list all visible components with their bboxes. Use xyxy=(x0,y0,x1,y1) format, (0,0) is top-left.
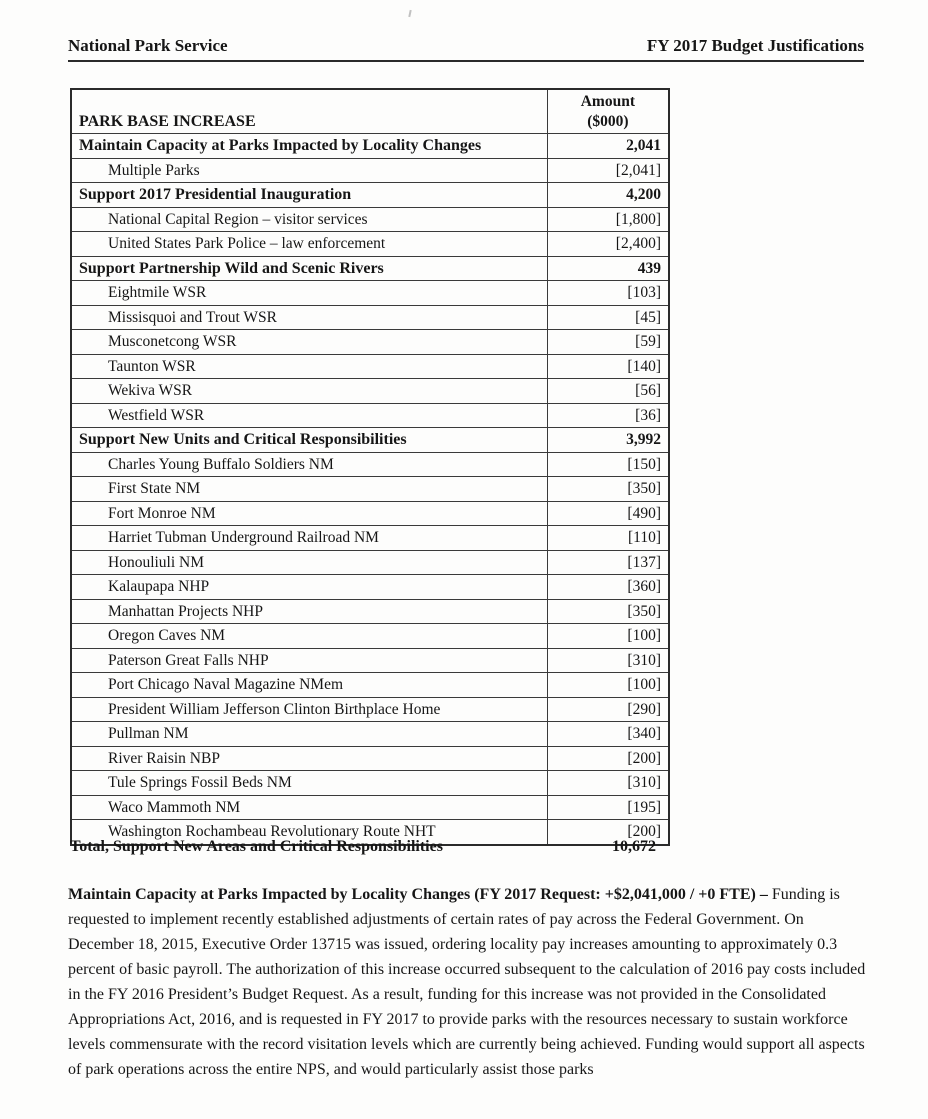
row-amount: [59] xyxy=(547,330,669,355)
row-label: Wekiva WSR xyxy=(71,379,547,404)
table-row xyxy=(71,354,669,379)
row-label: Charles Young Buffalo Soldiers NM xyxy=(71,452,547,477)
table-row xyxy=(71,379,669,404)
table-row xyxy=(71,134,669,159)
column-header-label: PARK BASE INCREASE xyxy=(71,89,547,134)
row-label: Washington Rochambeau Revolutionary Route NHT xyxy=(71,820,547,845)
row-label: Oregon Caves NM xyxy=(71,624,547,649)
row-amount: [195] xyxy=(547,795,669,820)
row-amount: 3,992 xyxy=(547,428,669,453)
table-row xyxy=(71,501,669,526)
narrative-paragraph xyxy=(68,882,866,1082)
budget-table-body xyxy=(71,134,669,845)
narrative-body-text: Funding is requested to implement recently established adjustments of certain rates of pay across the Federal Government. On December 18, 2015, Executive Order 13715 was issued, ordering locality pay increases amounting to approximately 0.3 percent of basic payroll. The authorization of this increase occurred subsequent to the calculation of 2016 pay costs included in the FY 2016 President’s Budget Request. As a result, funding for this increase was not provided in the Consolidated Appropriations Act, 2016, and is requested in FY 2017 to provide parks with the resources necessary to sustain workforce levels commensurate with the record visitation levels which are currently being achieved. Funding would support all aspects of park operations across the entire NPS, and would particularly assist those parks xyxy=(68,886,866,1078)
row-label: Tule Springs Fossil Beds NM xyxy=(71,771,547,796)
row-amount: [350] xyxy=(547,599,669,624)
row-label: Pullman NM xyxy=(71,722,547,747)
table-row xyxy=(71,526,669,551)
row-label: Manhattan Projects NHP xyxy=(71,599,547,624)
table-row xyxy=(71,281,669,306)
total-label: Total, Support New Areas and Critical Responsibilities xyxy=(70,838,443,855)
table-row xyxy=(71,771,669,796)
row-amount: [100] xyxy=(547,624,669,649)
row-amount: [100] xyxy=(547,673,669,698)
table-total-row xyxy=(70,838,670,856)
row-amount: 439 xyxy=(547,256,669,281)
header-document-title: FY 2017 Budget Justifications xyxy=(646,36,864,55)
row-amount: [137] xyxy=(547,550,669,575)
row-amount: [56] xyxy=(547,379,669,404)
column-header-amount xyxy=(547,89,669,134)
row-amount: [2,400] xyxy=(547,232,669,257)
row-label: First State NM xyxy=(71,477,547,502)
narrative-bold-lead: Maintain Capacity at Parks Impacted by Locality Changes (FY 2017 Request: +$2,041,000 / +0 FTE) – xyxy=(68,886,772,903)
table-row xyxy=(71,795,669,820)
row-label: President William Jefferson Clinton Birthplace Home xyxy=(71,697,547,722)
budget-table-container xyxy=(70,88,670,846)
row-label: Fort Monroe NM xyxy=(71,501,547,526)
row-label: United States Park Police – law enforcement xyxy=(71,232,547,257)
table-row xyxy=(71,158,669,183)
table-row xyxy=(71,428,669,453)
table-row xyxy=(71,624,669,649)
table-row xyxy=(71,452,669,477)
row-label: Eightmile WSR xyxy=(71,281,547,306)
table-row xyxy=(71,256,669,281)
row-amount: [200] xyxy=(547,746,669,771)
table-row xyxy=(71,183,669,208)
row-label: Kalaupapa NHP xyxy=(71,575,547,600)
row-label: Support New Units and Critical Responsibilities xyxy=(71,428,547,453)
row-label: Support 2017 Presidential Inauguration xyxy=(71,183,547,208)
row-label: Support Partnership Wild and Scenic Rivers xyxy=(71,256,547,281)
park-base-increase-table xyxy=(70,88,670,846)
table-header-row xyxy=(71,89,669,134)
table-row xyxy=(71,722,669,747)
row-label: Harriet Tubman Underground Railroad NM xyxy=(71,526,547,551)
row-label: Taunton WSR xyxy=(71,354,547,379)
row-amount: 4,200 xyxy=(547,183,669,208)
table-row xyxy=(71,746,669,771)
table-row xyxy=(71,648,669,673)
row-amount: [350] xyxy=(547,477,669,502)
row-amount: [110] xyxy=(547,526,669,551)
table-row xyxy=(71,403,669,428)
row-amount: [310] xyxy=(547,648,669,673)
table-row xyxy=(71,673,669,698)
row-label: Musconetcong WSR xyxy=(71,330,547,355)
row-amount: [2,041] xyxy=(547,158,669,183)
row-amount: [310] xyxy=(547,771,669,796)
row-amount: [103] xyxy=(547,281,669,306)
table-row xyxy=(71,477,669,502)
row-amount: [490] xyxy=(547,501,669,526)
row-label: National Capital Region – visitor services xyxy=(71,207,547,232)
row-label: River Raisin NBP xyxy=(71,746,547,771)
table-row xyxy=(71,305,669,330)
total-amount: 10,672 xyxy=(612,838,656,855)
row-amount: [150] xyxy=(547,452,669,477)
row-amount: [1,800] xyxy=(547,207,669,232)
row-label: Maintain Capacity at Parks Impacted by Locality Changes xyxy=(71,134,547,159)
row-label: Westfield WSR xyxy=(71,403,547,428)
row-amount: [290] xyxy=(547,697,669,722)
row-label: Missisquoi and Trout WSR xyxy=(71,305,547,330)
table-row xyxy=(71,575,669,600)
table-row xyxy=(71,599,669,624)
row-amount: [140] xyxy=(547,354,669,379)
row-label: Port Chicago Naval Magazine NMem xyxy=(71,673,547,698)
row-amount: 2,041 xyxy=(547,134,669,159)
header-agency: National Park Service xyxy=(68,36,228,55)
row-label: Paterson Great Falls NHP xyxy=(71,648,547,673)
page-header xyxy=(68,36,864,62)
table-row xyxy=(71,550,669,575)
row-amount: [340] xyxy=(547,722,669,747)
table-row xyxy=(71,232,669,257)
amount-header-line2: ($000) xyxy=(587,112,629,130)
table-row xyxy=(71,330,669,355)
row-amount: [360] xyxy=(547,575,669,600)
row-label: Multiple Parks xyxy=(71,158,547,183)
scan-artifact xyxy=(408,10,411,17)
table-row xyxy=(71,207,669,232)
row-amount: [45] xyxy=(547,305,669,330)
table-row xyxy=(71,697,669,722)
row-amount: [200] xyxy=(547,820,669,845)
amount-header-line1: Amount xyxy=(580,93,635,110)
row-amount: [36] xyxy=(547,403,669,428)
row-label: Honouliuli NM xyxy=(71,550,547,575)
row-label: Waco Mammoth NM xyxy=(71,795,547,820)
